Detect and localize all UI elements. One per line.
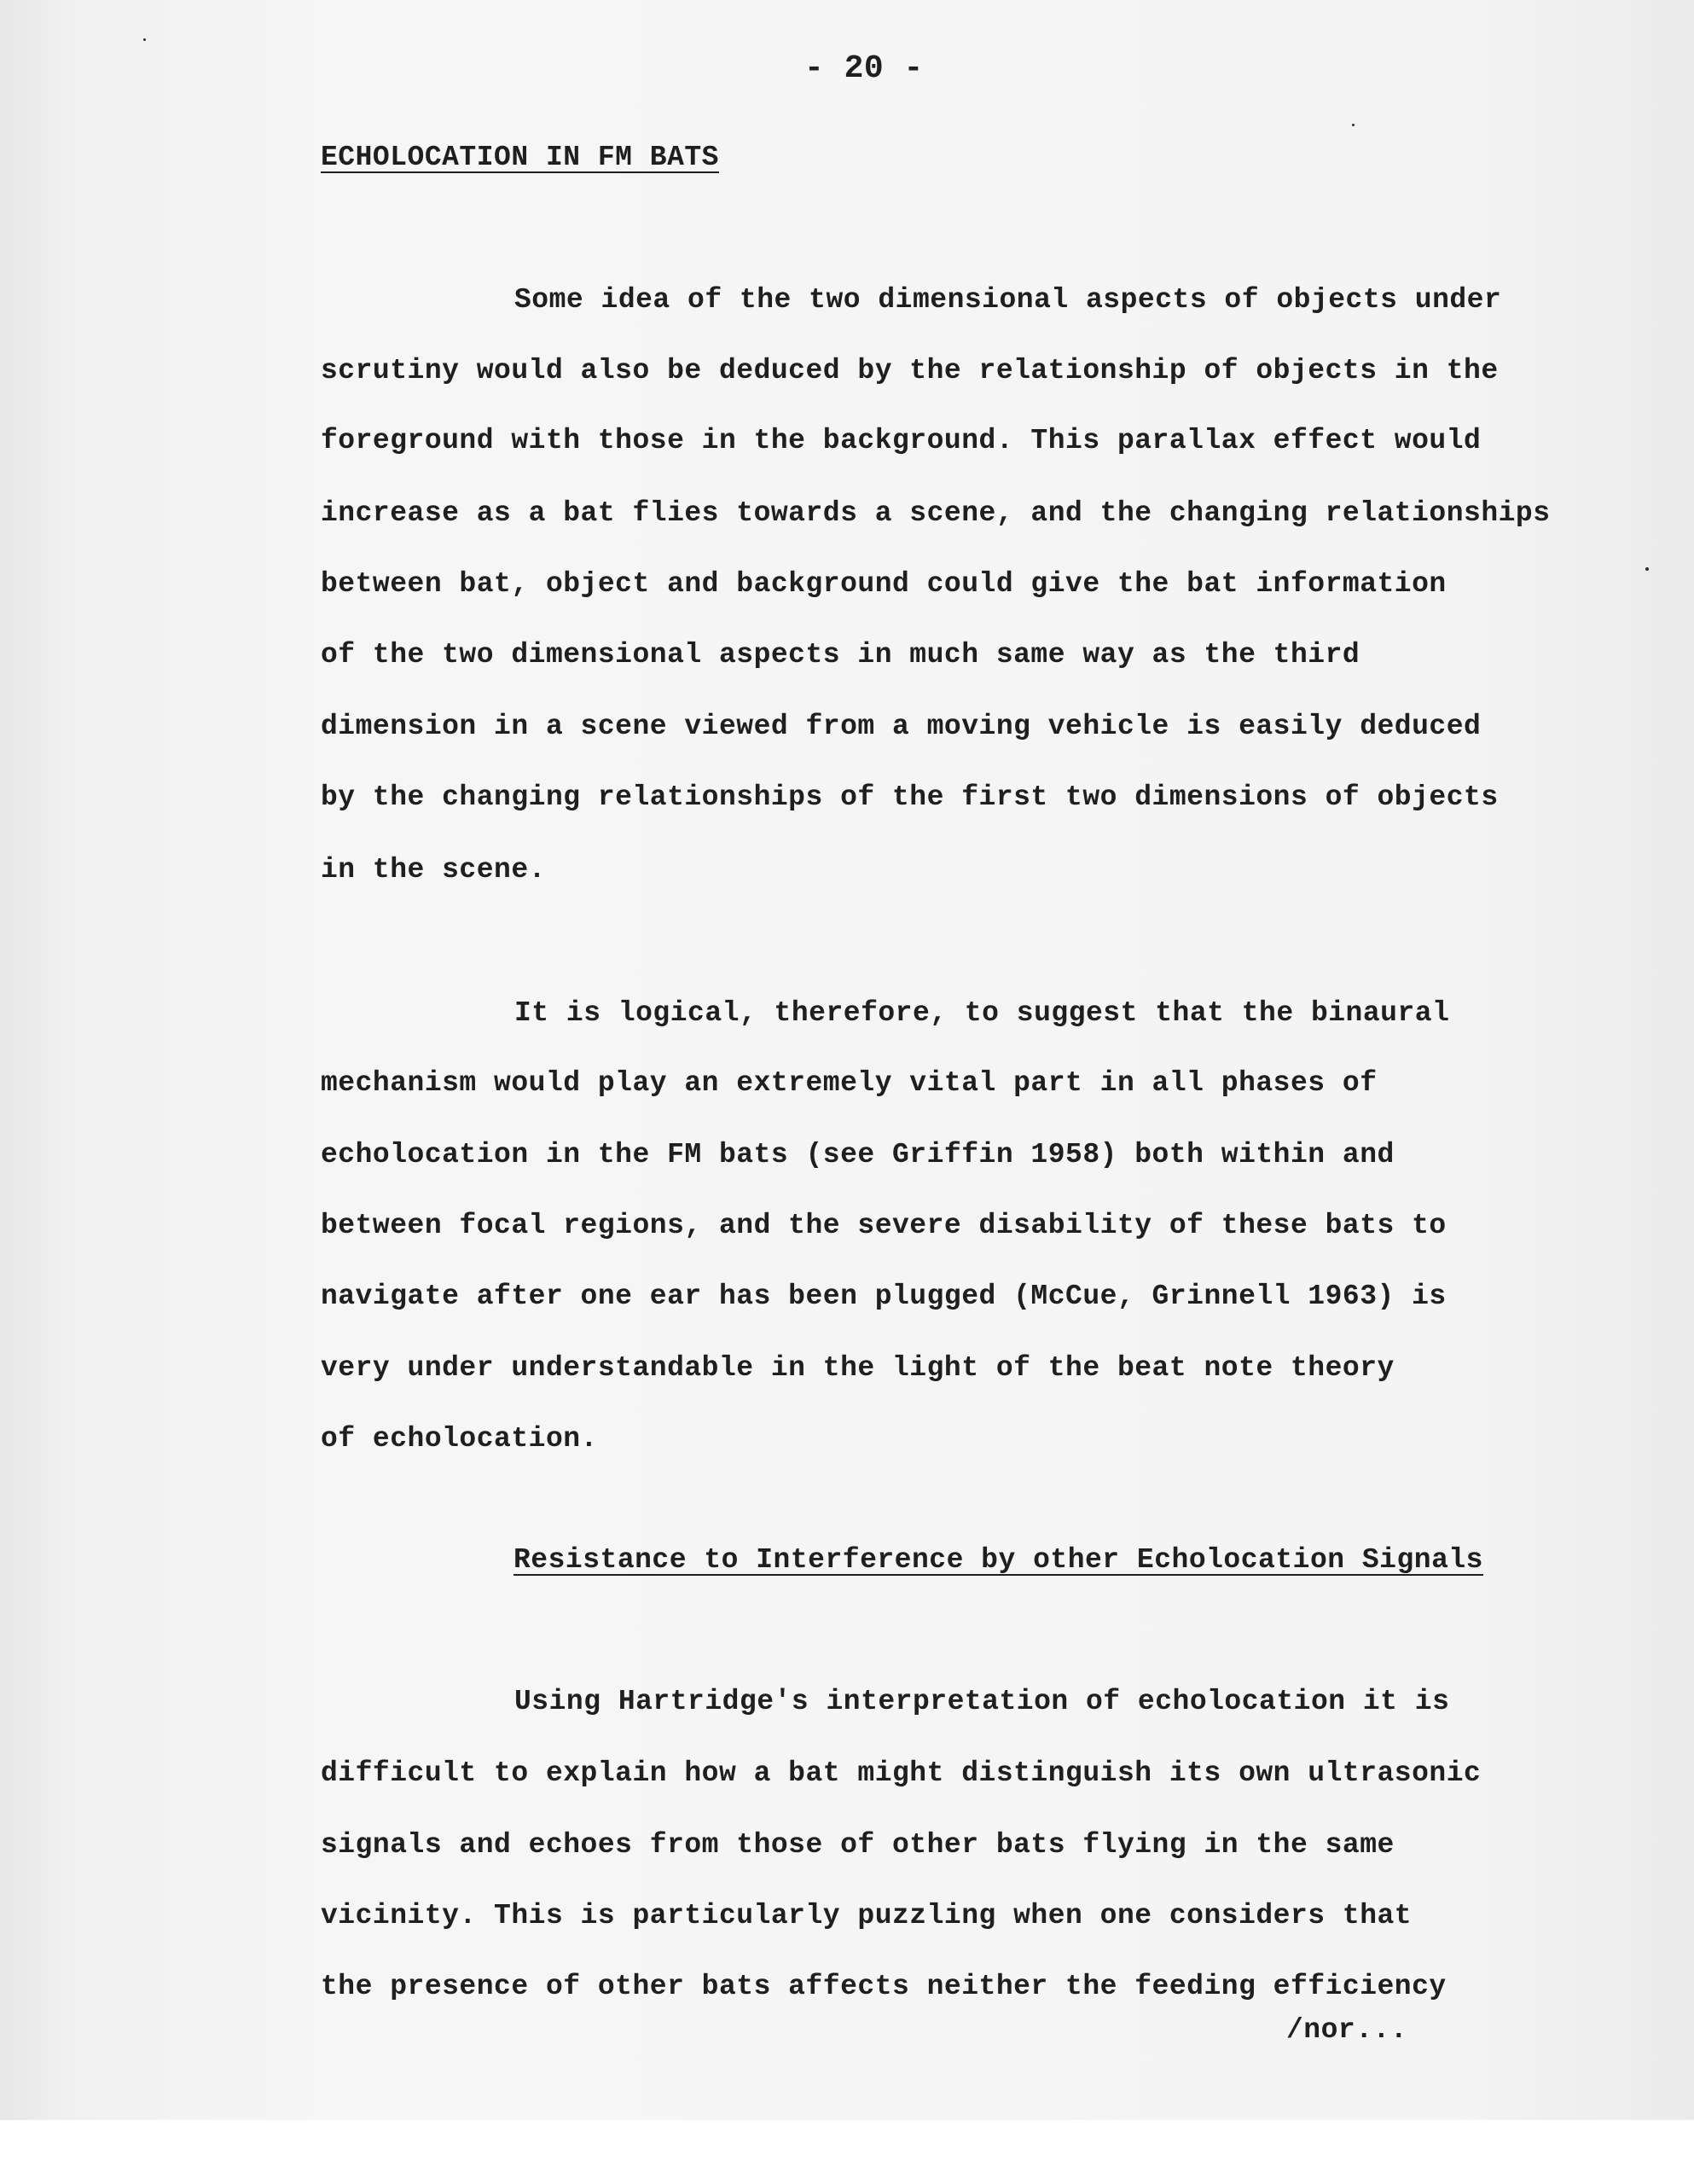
paragraph-3-line-2: difficult to explain how a bat might distinguish its own ultrasonic [321,1757,1482,1789]
paragraph-1-line-3: foreground with those in the background. This parallax effect would [321,425,1482,456]
paragraph-1-line-6: of the two dimensional aspects in much same way as the third [321,639,1360,671]
ink-speck [1352,124,1355,126]
scan-border [0,2120,1694,2184]
paragraph-3-line-3: signals and echoes from those of other bats flying in the same [321,1829,1395,1861]
paragraph-1-line-1: Some idea of the two dimensional aspects of objects under [514,284,1502,316]
section-heading: ECHOLOCATION IN FM BATS [321,142,719,173]
ink-speck [143,38,146,41]
paragraph-2-line-1: It is logical, therefore, to suggest that the binaural [514,997,1450,1029]
paragraph-1-line-4: increase as a bat flies towards a scene, and the changing relationships [321,497,1551,529]
continuation-mark: /nor... [1286,2014,1408,2046]
paragraph-2-line-4: between focal regions, and the severe disability of these bats to [321,1210,1447,1241]
page-number: - 20 - [804,50,924,87]
ink-speck [1645,567,1649,571]
paragraph-3-line-5: the presence of other bats affects neither the feeding efficiency [321,1971,1447,2002]
subheading: Resistance to Interference by other Echolocation Signals [513,1544,1483,1576]
paragraph-1-line-8: by the changing relationships of the first two dimensions of objects [321,781,1499,813]
paragraph-3-line-4: vicinity. This is particularly puzzling when one considers that [321,1900,1413,1931]
paragraph-1-line-2: scrutiny would also be deduced by the relationship of objects in the [321,355,1499,386]
paragraph-1-line-9: in the scene. [321,854,546,886]
paragraph-2-line-7: of echolocation. [321,1423,598,1455]
paragraph-2-line-3: echolocation in the FM bats (see Griffin 1958) both within and [321,1139,1395,1170]
paragraph-1-line-5: between bat, object and background could give the bat information [321,568,1447,600]
paragraph-3-line-1: Using Hartridge's interpretation of echolocation it is [514,1686,1450,1717]
paragraph-2-line-6: very under understandable in the light of the beat note theory [321,1352,1395,1384]
paragraph-1-line-7: dimension in a scene viewed from a moving vehicle is easily deduced [321,711,1482,742]
paragraph-2-line-5: navigate after one ear has been plugged (McCue, Grinnell 1963) is [321,1281,1447,1312]
paragraph-2-line-2: mechanism would play an extremely vital part in all phases of [321,1067,1378,1099]
